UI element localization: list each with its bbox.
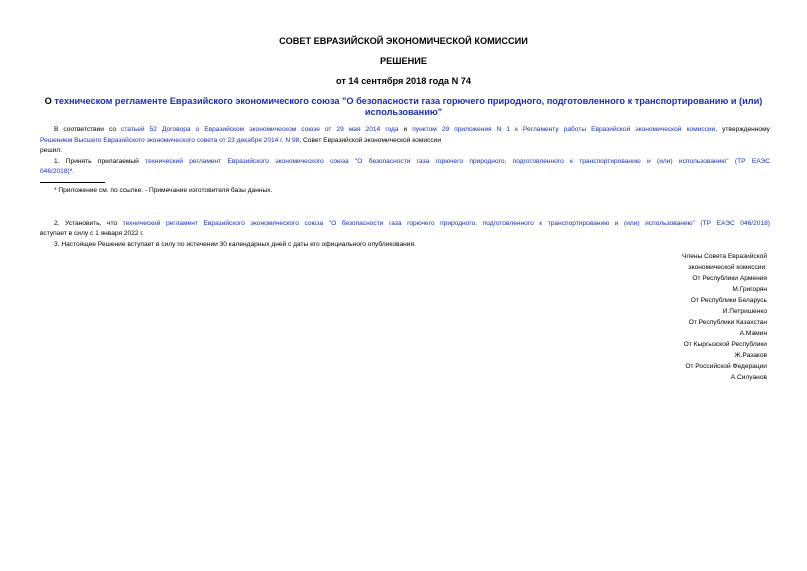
preamble-text-3: , утвержденному [715, 126, 770, 133]
footnote-divider [40, 182, 105, 183]
signature-line: От Российской Федерации [685, 363, 767, 370]
link-treaty-article-52[interactable]: статьей 52 Договора о Евразийском экономическом союзе от 29 мая 2014 года [121, 126, 399, 133]
link-tech-regulation[interactable]: технический регламент Евразийского экономического союза "О безопасности газа горючего природного, подготовленного к транспортированию и (или) использованию" (ТР ЕАЭС [145, 158, 770, 165]
link-tech-regulation-cont[interactable]: 046/2018) [40, 168, 70, 175]
preamble-line-2 [40, 136, 770, 146]
item-1-line-1 [54, 157, 770, 167]
title-line-2 [40, 107, 767, 118]
doc-type-heading: РЕШЕНИЕ [380, 56, 427, 66]
signature-line: М.Григорян [732, 286, 767, 293]
preamble-text-2: и [398, 126, 413, 133]
date-heading: от 14 сентября 2018 года N 74 [335, 76, 471, 86]
signature-line: А.Силуанов [730, 374, 767, 381]
signature-line: Члены Совета Евразийской [681, 253, 767, 260]
preamble-text-1: В соответствии со [54, 126, 122, 133]
title-link-cont[interactable]: использованию" [364, 107, 443, 117]
title-line-1 [40, 96, 767, 107]
footnote: * Приложение см. по ссылке. - Примечание изготовителя базы данных. [54, 187, 273, 194]
signature-line: Ж.Разаков [734, 352, 767, 359]
link-regulation-item-29[interactable]: пунктом 29 приложения N 1 к Регламенту работы Евразийской экономической комиссии [412, 126, 716, 133]
title-link[interactable]: техническом регламенте Евразийского экономического союза "О безопасности газа горючего природного, подготовленного к транспортированию и (или) [54, 96, 763, 106]
item-2-line-2: вступает в силу с 1 января 2022 г. [40, 230, 144, 237]
link-decision-98[interactable]: Решением Высшего Евразийского экономического совета от 23 декабря 2014 г. N 98 [40, 137, 300, 144]
title-prefix: О [44, 96, 55, 106]
signature-line: А.Мамин [739, 330, 767, 337]
resolved-label: решил: [40, 147, 62, 154]
signature-line: От Республики Казахстан [688, 319, 767, 326]
link-tech-regulation-2[interactable]: технический регламент Евразийского экономического союза "О безопасности газа горючего природного, подготовленного к транспортированию и (или) использованию" (ТР ЕАЭС 046/2018) [122, 220, 771, 227]
preamble-text-4: , Совет Евразийской экономической комиссии [299, 137, 442, 144]
item-2-text: 2. Установить, что [54, 220, 123, 227]
item-1-line-2 [40, 167, 770, 177]
signature-line: И.Петришенко [722, 308, 767, 315]
item-1-text-end: *. [69, 168, 75, 175]
item-3: 3. Настоящее Решение вступает в силу по истечении 30 календарных дней с даты его официального опубликования. [54, 241, 416, 248]
signature-line: От Республики Армения [692, 275, 767, 282]
signature-line: экономической комиссии: [688, 264, 767, 271]
item-1-text: 1. Принять прилагаемый [54, 158, 146, 165]
item-2-line-1 [54, 219, 770, 229]
signature-line: От Республики Беларусь [690, 297, 767, 304]
org-heading: СОВЕТ ЕВРАЗИЙСКОЙ ЭКОНОМИЧЕСКОЙ КОМИССИИ [279, 36, 528, 46]
preamble-line-1 [54, 125, 770, 135]
signature-line: От Кыргызской Республики [683, 341, 767, 348]
